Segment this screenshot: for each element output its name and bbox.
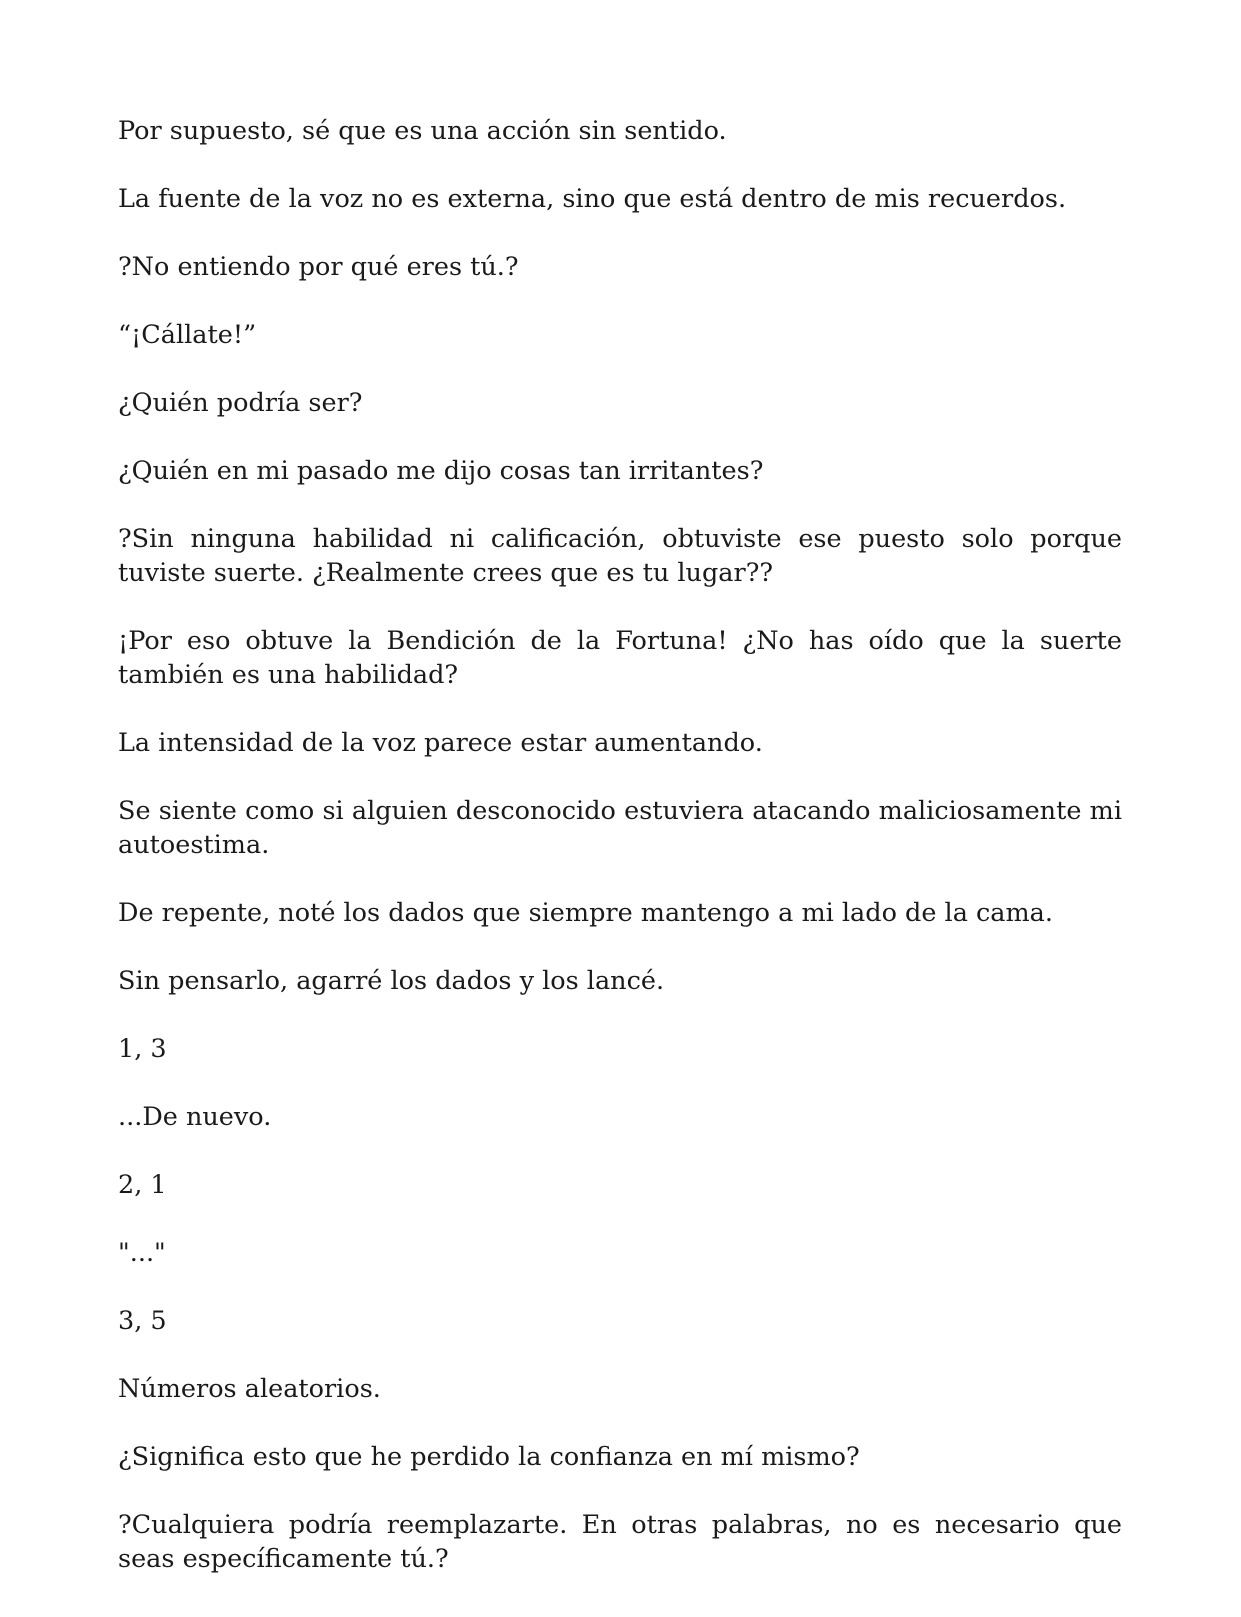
paragraph: Sin pensarlo, agarré los dados y los lancé.: [118, 966, 665, 996]
paragraph: 2, 1: [118, 1170, 167, 1200]
paragraph: Números aleatorios.: [118, 1374, 381, 1404]
paragraph: ...De nuevo.: [118, 1102, 272, 1132]
paragraph: “¡Cállate!”: [118, 320, 257, 350]
paragraph: ?Cualquiera podría reemplazarte. En otras palabras, no es necesario que seas específicamente tú.?: [118, 1510, 1122, 1574]
paragraph: "...": [118, 1238, 166, 1268]
paragraph: ¿Quién podría ser?: [118, 388, 363, 418]
paragraph: 3, 5: [118, 1306, 167, 1336]
paragraph: De repente, noté los dados que siempre mantengo a mi lado de la cama.: [118, 898, 1053, 928]
paragraph: ¿Significa esto que he perdido la confianza en mí mismo?: [118, 1442, 860, 1472]
document-body: [118, 114, 1122, 1610]
paragraph: ¡Por eso obtuve la Bendición de la Fortuna! ¿No has oído que la suerte también es una habilidad?: [118, 626, 1122, 690]
paragraph: 1, 3: [118, 1034, 167, 1064]
paragraph: ?Sin ninguna habilidad ni calificación, obtuviste ese puesto solo porque tuviste suerte. ¿Realmente crees que es tu lugar??: [118, 524, 1122, 588]
paragraph: Por supuesto, sé que es una acción sin sentido.: [118, 116, 727, 146]
paragraph: La intensidad de la voz parece estar aumentando.: [118, 728, 763, 758]
paragraph: Se siente como si alguien desconocido estuviera atacando maliciosamente mi autoestima.: [118, 796, 1122, 860]
paragraph: ¿Quién en mi pasado me dijo cosas tan irritantes?: [118, 456, 764, 486]
paragraph: La fuente de la voz no es externa, sino que está dentro de mis recuerdos.: [118, 184, 1067, 214]
paragraph: ?No entiendo por qué eres tú.?: [118, 252, 519, 282]
